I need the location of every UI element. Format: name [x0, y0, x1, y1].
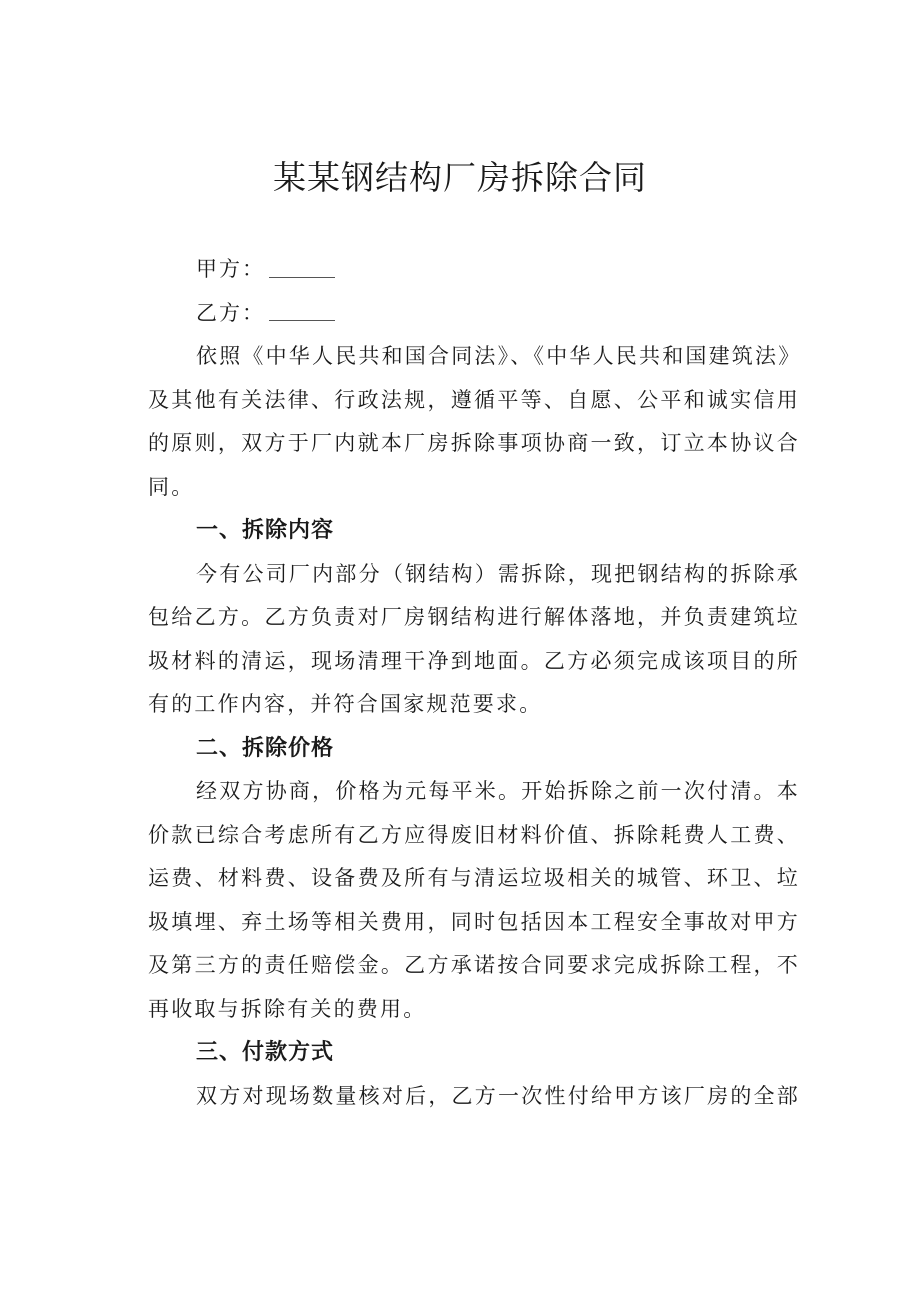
section-line: 价款已综合考虑所有乙方应得废旧材料价值、拆除耗费人工费、 — [148, 822, 800, 847]
intro-paragraph — [148, 335, 800, 509]
section-line: 圾填埋、弃土场等相关费用，同时包括因本工程安全事故对甲方 — [148, 909, 800, 934]
document-title: 某某钢结构厂房拆除合同 — [273, 158, 647, 197]
section-line: 包给乙方。乙方负责对厂房钢结构进行解体落地，并负责建筑垃 — [148, 605, 800, 629]
section-line: 及第三方的责任赔偿金。乙方承诺按合同要求完成拆除工程，不 — [148, 953, 800, 977]
party-b-label: 乙方： — [196, 300, 265, 325]
intro-line: 及其他有关法律、行政法规，遵循平等、自愿、公平和诚实信用 — [148, 387, 800, 412]
party-b-line — [148, 292, 800, 336]
section-line: 运费、材料费、设备费及所有与清运垃圾相关的城管、环卫、垃 — [148, 866, 800, 890]
section-line: 经双方协商，价格为元每平米。开始拆除之前一次付清。本 — [196, 779, 800, 803]
section-line: 有的工作内容，并符合国家规范要求。 — [148, 692, 543, 716]
section-payment-method — [148, 1031, 800, 1118]
section-line: 今有公司厂内部分（钢结构）需拆除，现把钢结构的拆除承 — [196, 561, 800, 586]
section-demolition-price — [148, 727, 800, 1032]
section-heading: 二、拆除价格 — [196, 735, 335, 761]
party-a-label: 甲方： — [196, 257, 265, 281]
party-a-line — [148, 248, 800, 292]
party-b-blank — [269, 319, 335, 321]
section-line: 再收取与拆除有关的费用。 — [148, 996, 427, 1021]
section-demolition-content — [148, 509, 800, 727]
section-heading: 三、付款方式 — [196, 1040, 335, 1065]
section-heading: 一、拆除内容 — [196, 518, 335, 543]
intro-line: 依照《中华人民共和国合同法》、《中华人民共和国建筑法》 — [196, 344, 802, 368]
document-body — [148, 248, 800, 1118]
intro-line: 的原则，双方于厂内就本厂房拆除事项协商一致，订立本协议合 — [148, 431, 800, 455]
intro-line: 同。 — [148, 474, 195, 499]
section-line: 双方对现场数量核对后，乙方一次性付给甲方该厂房的全部 — [196, 1083, 800, 1108]
party-a-blank — [269, 276, 335, 278]
section-line: 圾材料的清运，现场清理干净到地面。乙方必须完成该项目的所 — [148, 648, 800, 673]
